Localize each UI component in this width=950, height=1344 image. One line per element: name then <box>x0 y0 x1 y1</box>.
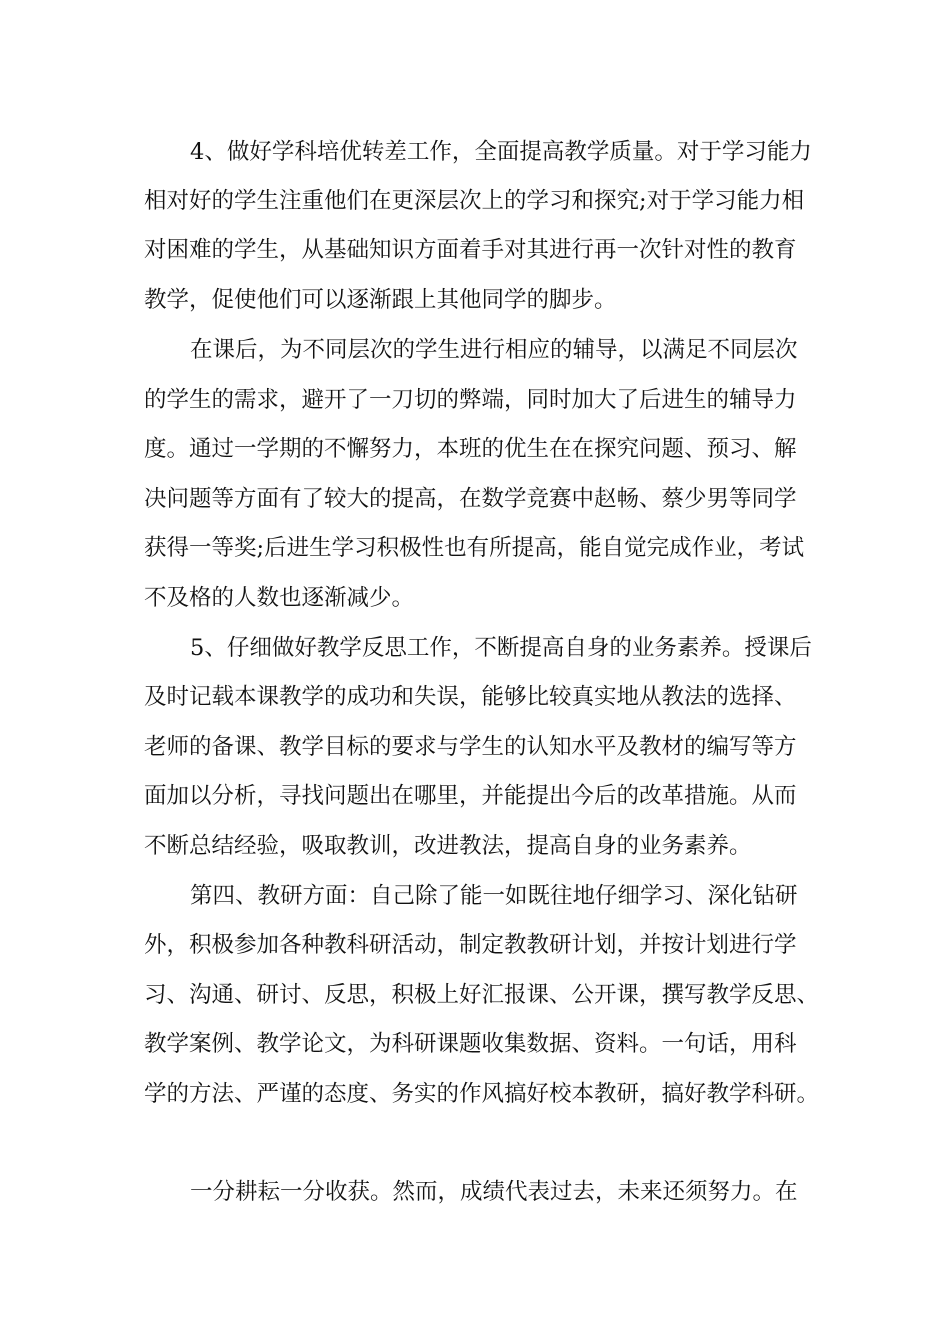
text-line: 4、做好学科培优转差工作，全面提高教学质量。对于学习能力 <box>190 139 812 165</box>
text-line: 老师的备课、教学目标的要求与学生的认知水平及教材的编写等方 <box>144 734 797 760</box>
text-line: 相对好的学生注重他们在更深层次上的学习和探究;对于学习能力相 <box>144 188 805 214</box>
text-line: 第四、教研方面：自己除了能一如既往地仔细学习、深化钻研 <box>190 883 798 909</box>
text-line: 及时记载本课教学的成功和失误，能够比较真实地从教法的选择、 <box>144 684 797 710</box>
text-line: 学的方法、严谨的态度、务实的作风搞好校本教研，搞好教学科研。 <box>144 1081 820 1107</box>
text-line: 不及格的人数也逐渐减少。 <box>144 585 415 611</box>
text-line: 5、仔细做好教学反思工作，不断提高自身的业务素养。授课后 <box>190 635 812 661</box>
text-line: 在课后，为不同层次的学生进行相应的辅导，以满足不同层次 <box>190 337 798 363</box>
text-line: 习、沟通、研讨、反思，积极上好汇报课、公开课，撰写教学反思、 <box>144 982 820 1008</box>
text-line: 不断总结经验，吸取教训，改进教法，提高自身的业务素养。 <box>144 833 752 859</box>
text-line: 外，积极参加各种教科研活动，制定教教研计划，并按计划进行学 <box>144 932 797 958</box>
text-line: 获得一等奖;后进生学习积极性也有所提高，能自觉完成作业，考试 <box>144 535 805 561</box>
text-line: 度。通过一学期的不懈努力，本班的优生在在探究问题、预习、解 <box>144 436 797 462</box>
text-line: 教学案例、教学论文，为科研课题收集数据、资料。一句话，用科 <box>144 1031 797 1057</box>
text-line: 一分耕耘一分收获。然而，成绩代表过去，未来还须努力。在 <box>190 1179 798 1205</box>
text-line: 的学生的需求，避开了一刀切的弊端，同时加大了后进生的辅导力 <box>144 387 797 413</box>
text-line: 对困难的学生，从基础知识方面着手对其进行再一次针对性的教育 <box>144 237 797 263</box>
text-line: 面加以分析，寻找问题出在哪里，并能提出今后的改革措施。从而 <box>144 783 797 809</box>
text-line: 决问题等方面有了较大的提高，在数学竞赛中赵畅、蔡少男等同学 <box>144 486 797 512</box>
text-line: 教学，促使他们可以逐渐跟上其他同学的脚步。 <box>144 287 617 313</box>
